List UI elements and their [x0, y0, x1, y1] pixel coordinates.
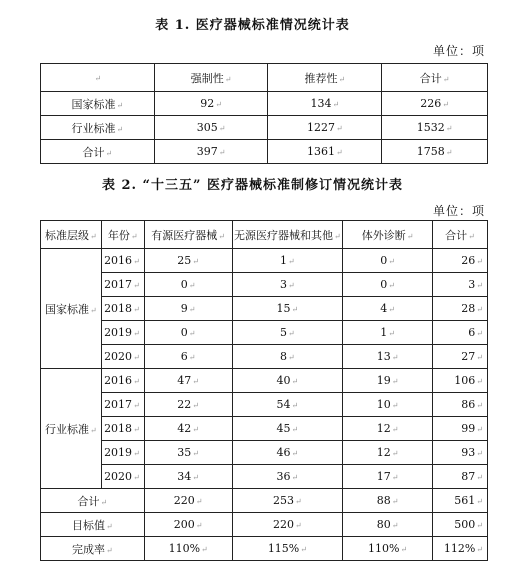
- table-cell: 1↵: [232, 249, 343, 273]
- summary-label: 目标值↵: [41, 513, 145, 537]
- table-cell: 26↵: [433, 249, 488, 273]
- table-cell: 500↵: [433, 513, 488, 537]
- table-cell: 25↵: [144, 249, 232, 273]
- table-cell: 93↵: [433, 441, 488, 465]
- year-cell: 2019↵: [101, 321, 144, 345]
- table-row: [41, 369, 488, 393]
- table-cell: 5↵: [232, 321, 343, 345]
- table-cell: 220↵: [232, 513, 343, 537]
- year-cell: 2020↵: [101, 465, 144, 489]
- table-cell: 19↵: [343, 369, 433, 393]
- row-label: 国家标准↵: [41, 92, 155, 116]
- table1-unit: 单位：项: [432, 44, 485, 58]
- table1-header-cell: 强制性↵: [154, 64, 268, 92]
- table-cell: 1227↵: [268, 116, 382, 140]
- table2-header-cell: 无源医疗器械和其他↵: [232, 221, 343, 249]
- table-cell: 54↵: [232, 393, 343, 417]
- table-cell: 220↵: [144, 489, 232, 513]
- table2: [40, 220, 488, 561]
- table1-header-cell: 推荐性↵: [268, 64, 382, 92]
- table-row: [41, 465, 488, 489]
- table1-header-cell: ↵: [41, 64, 155, 92]
- table-cell: 253↵: [232, 489, 343, 513]
- table-cell: 92↵: [154, 92, 268, 116]
- table-cell: 40↵: [232, 369, 343, 393]
- table-row: [41, 273, 488, 297]
- row-label: 行业标准↵: [41, 116, 155, 140]
- table-cell: 8↵: [232, 345, 343, 369]
- table-cell: 13↵: [343, 345, 433, 369]
- table-cell: 0↵: [343, 273, 433, 297]
- table-cell: 45↵: [232, 417, 343, 441]
- table-cell: 1↵: [343, 321, 433, 345]
- table-cell: 115%↵: [232, 537, 343, 561]
- year-cell: 2020↵: [101, 345, 144, 369]
- table2-header-cell: 有源医疗器械↵: [144, 221, 232, 249]
- table-cell: 15↵: [232, 297, 343, 321]
- table-cell: 47↵: [144, 369, 232, 393]
- table-cell: 86↵: [433, 393, 488, 417]
- table-cell: 305↵: [154, 116, 268, 140]
- year-cell: 2017↵: [101, 273, 144, 297]
- table2-header-row: [41, 221, 488, 249]
- year-cell: 2016↵: [101, 369, 144, 393]
- summary-label: 合计↵: [41, 489, 145, 513]
- table-cell: 0↵: [343, 249, 433, 273]
- table2-header-cell: 合计↵: [433, 221, 488, 249]
- table-cell: 561↵: [433, 489, 488, 513]
- table-cell: 36↵: [232, 465, 343, 489]
- table-cell: 3↵: [433, 273, 488, 297]
- table-row: [41, 417, 488, 441]
- table-cell: 110%↵: [144, 537, 232, 561]
- table-cell: 200↵: [144, 513, 232, 537]
- table-cell: 6↵: [433, 321, 488, 345]
- table-row: [41, 321, 488, 345]
- table-cell: 87↵: [433, 465, 488, 489]
- table2-header-cell: 标准层级↵: [41, 221, 102, 249]
- table-row: [41, 393, 488, 417]
- table-cell: 80↵: [343, 513, 433, 537]
- table-cell: 226↵: [382, 92, 488, 116]
- table-cell: 22↵: [144, 393, 232, 417]
- row-label: 合计↵: [41, 140, 155, 164]
- table1-header-row: [41, 64, 488, 92]
- table-cell: 12↵: [343, 417, 433, 441]
- table-cell: 34↵: [144, 465, 232, 489]
- table-cell: 9↵: [144, 297, 232, 321]
- table-row: [41, 249, 488, 273]
- table-cell: 106↵: [433, 369, 488, 393]
- table-cell: 0↵: [144, 273, 232, 297]
- table-cell: 0↵: [144, 321, 232, 345]
- table-cell: 28↵: [433, 297, 488, 321]
- summary-row: [41, 537, 488, 561]
- table-cell: 1758↵: [382, 140, 488, 164]
- table-cell: 46↵: [232, 441, 343, 465]
- table2-header-cell: 年份↵: [101, 221, 144, 249]
- table-cell: 134↵: [268, 92, 382, 116]
- table-cell: 10↵: [343, 393, 433, 417]
- table2-unit: 单位：项: [432, 204, 485, 218]
- table-cell: 17↵: [343, 465, 433, 489]
- table2-title: 表 2. “十三五” 医疗器械标准制修订情况统计表: [101, 178, 404, 193]
- table-cell: 1532↵: [382, 116, 488, 140]
- table-row: [41, 297, 488, 321]
- summary-row: [41, 513, 488, 537]
- table-row: [41, 441, 488, 465]
- table1: [40, 63, 488, 164]
- year-cell: 2018↵: [101, 297, 144, 321]
- summary-label: 完成率↵: [41, 537, 145, 561]
- level-label: 国家标准↵: [41, 249, 102, 369]
- table-row: [41, 116, 488, 140]
- table-cell: 110%↵: [343, 537, 433, 561]
- year-cell: 2016↵: [101, 249, 144, 273]
- table-cell: 35↵: [144, 441, 232, 465]
- table-row: [41, 140, 488, 164]
- year-cell: 2017↵: [101, 393, 144, 417]
- table2-header-cell: 体外诊断↵: [343, 221, 433, 249]
- table-cell: 3↵: [232, 273, 343, 297]
- level-label: 行业标准↵: [41, 369, 102, 489]
- table-cell: 88↵: [343, 489, 433, 513]
- year-cell: 2018↵: [101, 417, 144, 441]
- table-cell: 12↵: [343, 441, 433, 465]
- table-cell: 112%↵: [433, 537, 488, 561]
- table-cell: 4↵: [343, 297, 433, 321]
- table-cell: 42↵: [144, 417, 232, 441]
- table-cell: 99↵: [433, 417, 488, 441]
- table-cell: 27↵: [433, 345, 488, 369]
- table-row: [41, 92, 488, 116]
- table1-header-cell: 合计↵: [382, 64, 488, 92]
- table1-title: 表 1. 医疗器械标准情况统计表: [155, 18, 350, 33]
- table-cell: 1361↵: [268, 140, 382, 164]
- summary-row: [41, 489, 488, 513]
- table-row: [41, 345, 488, 369]
- table-cell: 397↵: [154, 140, 268, 164]
- table-cell: 6↵: [144, 345, 232, 369]
- year-cell: 2019↵: [101, 441, 144, 465]
